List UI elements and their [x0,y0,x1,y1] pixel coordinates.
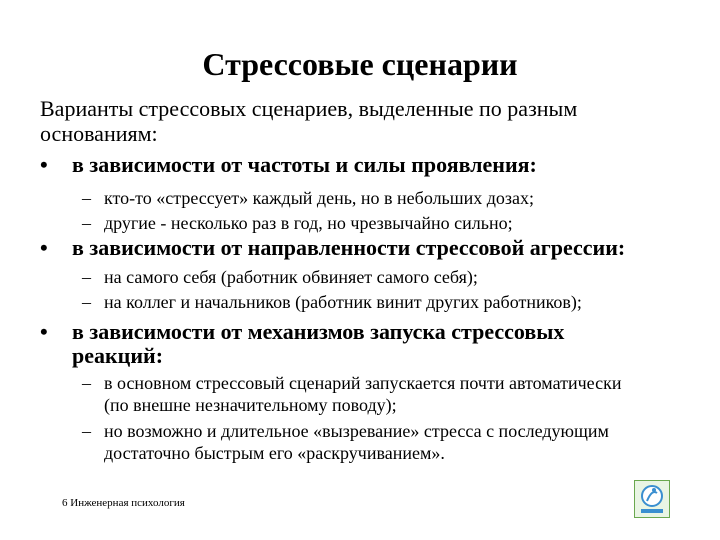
sub-item [82,372,642,416]
slide-intro: Варианты стрессовых сценариев, выделенные по разным основаниям: [40,96,578,146]
bullet-marker: • [40,152,48,177]
bullet-text: в зависимости от направленности стрессовой агрессии: [72,235,626,260]
sub-text: на самого себя (работник обвиняет самого себя); [104,267,478,287]
sub-marker: – [82,267,91,287]
logo-graphic [635,481,669,517]
sub-text: другие - несколько раз в год, но чрезвычайно сильно; [104,213,513,233]
sub-item [82,212,702,234]
sub-text: кто-то «стрессует» каждый день, но в небольших дозах; [104,188,535,208]
bullet-marker: • [40,319,48,344]
sub-item [82,291,702,313]
sub-text: но возможно и длительное «вызревание» стресса с последующим достаточно быстрым его «раскручиванием». [104,421,609,463]
bullet-marker: • [40,235,48,260]
bullet-item [40,320,650,368]
bullet-item [40,236,710,260]
sub-marker: – [82,188,91,208]
sub-marker: – [82,421,91,441]
sub-marker: – [82,213,91,233]
sub-marker: – [82,373,91,393]
sub-item [82,187,702,209]
sub-item [82,266,702,288]
slide-title: Стрессовые сценарии [202,46,518,82]
sub-marker: – [82,292,91,312]
sub-text: на коллег и начальников (работник винит других работников); [104,292,582,312]
slide-footer: 6 Инженерная психология [62,497,185,509]
sub-text: в основном стрессовый сценарий запускается почти автоматически (по внешне незначительному поводу); [104,373,622,415]
sub-item [82,420,672,464]
bullet-text: в зависимости от механизмов запуска стрессовых реакций: [72,319,565,368]
bullet-item [40,153,710,177]
university-logo-icon [634,480,670,518]
bullet-text: в зависимости от частоты и силы проявления: [72,152,537,177]
